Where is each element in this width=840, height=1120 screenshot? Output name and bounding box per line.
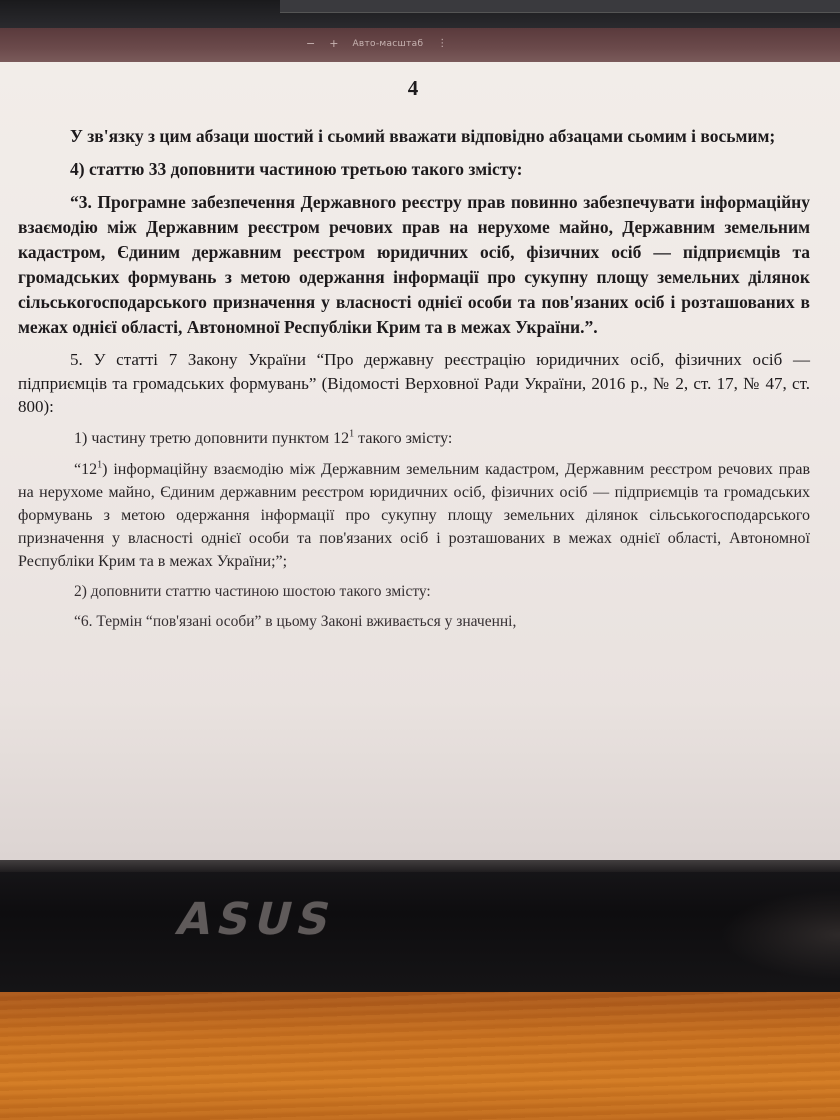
zoom-in-icon[interactable]: + [329,37,339,50]
zoom-out-icon[interactable]: − [306,37,316,50]
paragraph-point-12-1-text: ) інформаційну взаємодію між Державним земельним кадастром, Державним реєстром речових прав на нерухоме майно, Єдиним державним реєстром юридичних осіб, фізичних осіб — підприємців та громадських формувань з метою одержання інформації про сукупну площу земельних ділянок сільськогосподарського призначення у власності однієї особи та пов'язаних осіб і розташованих в межах однієї області, Автономної Республіки Крим та в межах України;”; [18,460,810,570]
paragraph-part-six: 2) доповнити статтю частиною шостою такого змісту: [74,582,431,600]
superscript-mark: 1 [349,428,355,440]
zoom-controls [306,37,447,50]
pdf-toolbar [0,28,840,62]
bezel-shadow [720,890,840,980]
paragraph-related-persons: “6. Термін “пов'язані особи” в цьому Законі вживається у значенні, [74,613,517,630]
paragraph-article-33-text: “3. Програмне забезпечення Державного реєстру прав повинно забезпечувати інформаційну взаємодію між Державним реєстром речових прав на нерухоме майно, Державним земельним кадастром, Єдиним державним реєстром юридичних осіб, фізичних осіб — підприємців та громадських формувань з метою одержання інформації про сукупну площу земельних ділянок сільськогосподарського призначення у власності однієї особи та пов'язаних осіб і розташованих в межах однієї області, Автономної Республіки Крим та в межах України.”. [18,192,810,337]
paragraph-part-three [18,427,810,450]
paragraph-point-12-1-start: “12 [74,460,98,478]
vertical-dots-icon[interactable]: ⋮ [437,38,448,49]
paragraph-article-33: 4) статтю 33 доповнити частиною третьою такого змісту: [70,159,523,179]
page-number: 4 [407,76,419,100]
wood-grain [0,992,840,1120]
laptop-bezel [0,860,840,992]
paragraph-law-7: 5. У статті 7 Закону України “Про державну реєстрацію юридичних осіб, фізичних осіб — підприємців та громадських формувань” (Відомості Верховної Ради України, 2016 р., № 2, ст. 17, № 47, ст. 800): [18,350,810,416]
screen-edge-reflection [0,860,840,872]
paragraph-point-12-1 [18,458,810,573]
browser-tab-strip [280,0,840,13]
wooden-desk [0,992,840,1120]
paragraph-part-three-text: 1) частину третю доповнити пунктом 12 [74,429,350,447]
document-text [18,124,810,634]
paragraph-part-three-tail: такого змісту: [354,429,453,447]
superscript-mark: 1 [97,459,103,471]
document-page [0,62,840,860]
top-bezel [0,0,840,28]
asus-logo: ASUS [171,894,342,945]
zoom-select[interactable]: Авто-масштаб [352,38,424,49]
paragraph-renumbering: У зв'язку з цим абзаци шостий і сьомий вважати відповідно абзацами сьомим і восьмим; [70,126,776,146]
